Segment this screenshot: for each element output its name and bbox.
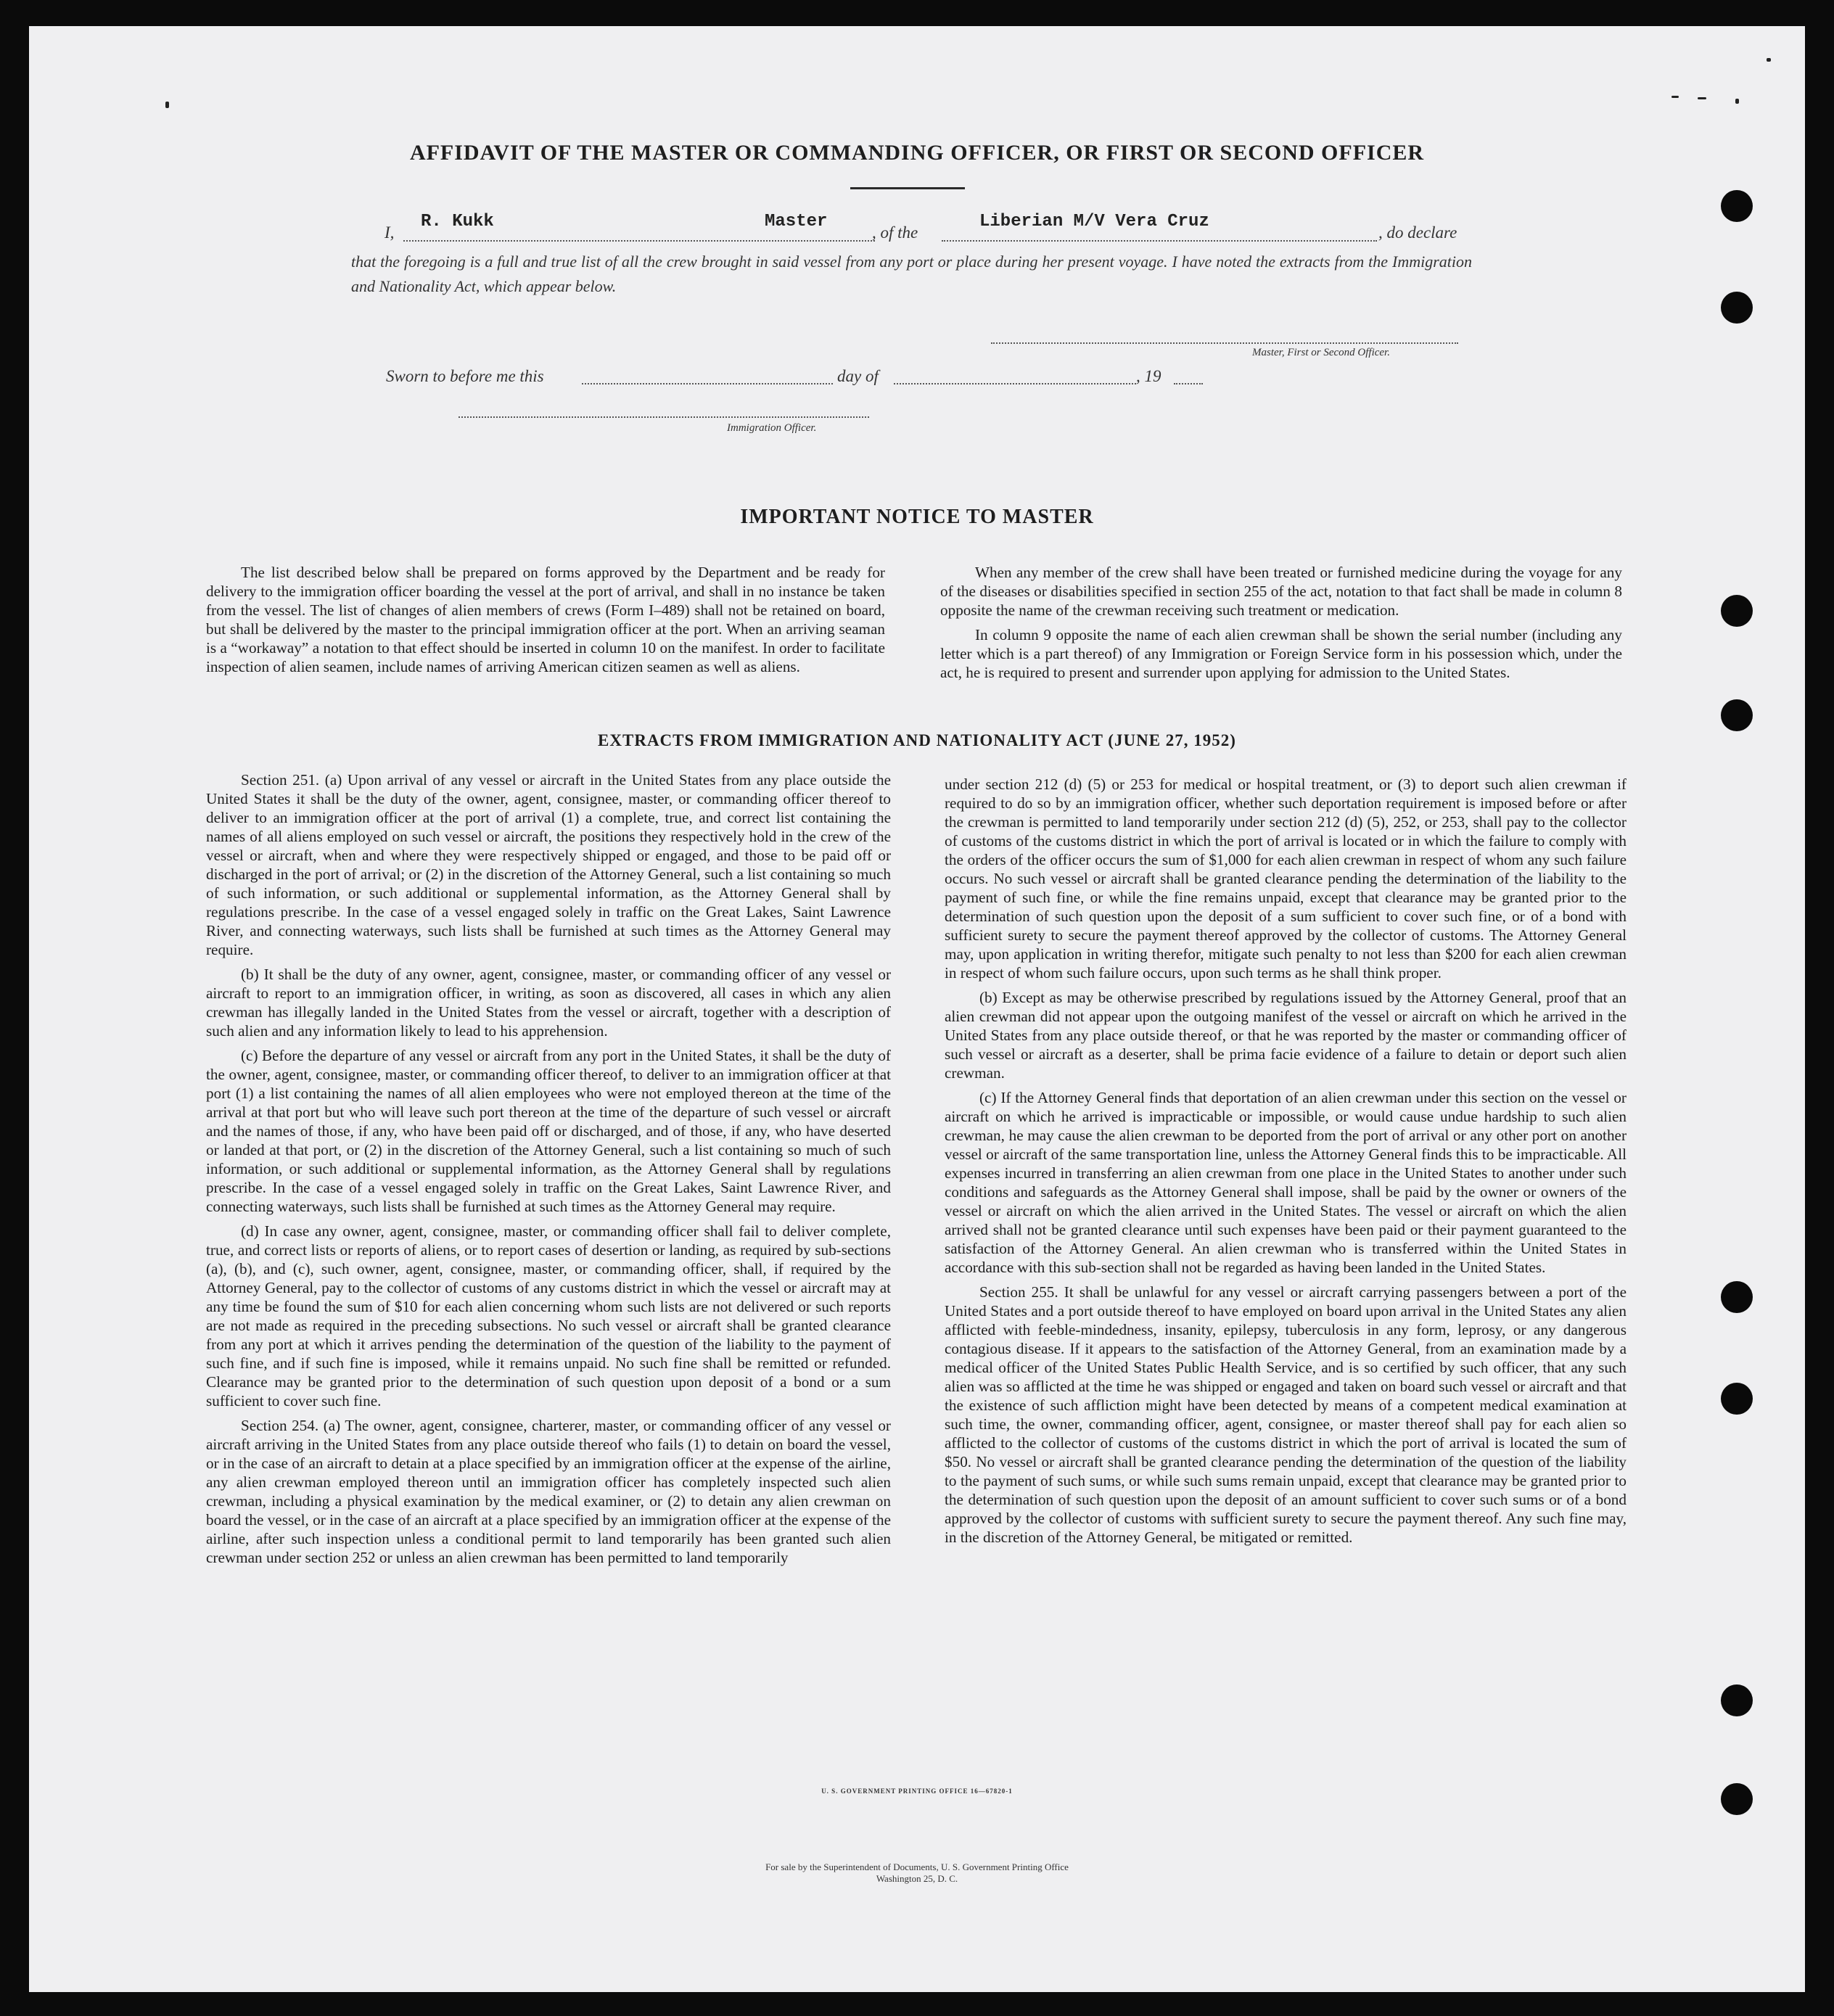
notice-right-paragraph-1: When any member of the crew shall have been treated or furnished medicine during the voyage for any of the diseases or disabilities specified in section 255 of the act, notation to that fact shall be made in column 8 opposite the name of the crewman receiving such treatment or medication. [940,564,1622,619]
officer-caption: Immigration Officer. [727,422,817,434]
scan-speck [1735,99,1739,104]
scan-speck [1671,96,1679,98]
section-251-b: (b) It shall be the duty of any owner, agent, consignee, master, or commanding officer of any vessel or aircraft to report to an immigration officer, in writing, as soon as discovered, all cases in which any alien crewman has illegally landed in the United States from the vessel or aircraft, together with a description of such alien and any information likely to lead to his apprehension. [206,966,891,1040]
master-rank: Master [765,212,828,231]
section-254-a-continued: under section 212 (d) (5) or 253 for medical or hospital treatment, or (3) to deport such alien crewman if required to do so by an immigration officer, whether such deportation requirement is imposed before or after the crewman is permitted to land temporarily under section 212 (d) (5), 252, or 253, shall pay to the collector of customs of the customs district in which the port of arrival is located or in which the failure to comply with the orders of the officer occurs the sum of $1,000 for each alien crewman in respect of whom any such failure occurs. No such vessel or aircraft shall be granted clearance pending the determination of the liability to the payment of such fine, or while the fine remains unpaid, except that clearance may be granted prior to the determination of such question upon the deposit of a sum sufficient to cover such fine, or of a bond with sufficient surety to secure the payment thereof approved by the collector of customs. The Attorney General may, upon application in writing therefor, mitigate such penalty to not less than $200 for each alien crewman in respect of whom such failure occurs, upon such terms as he shall think proper. [945,775,1627,982]
extracts-title: EXTRACTS FROM IMMIGRATION AND NATIONALITY ACT (JUNE 27, 1952) [598,731,1236,749]
punch-hole [1721,1383,1753,1415]
sale-line-1: For sale by the Superintendent of Documents, U. S. Government Printing Office [765,1861,1069,1872]
notice-right-paragraph-2: In column 9 opposite the name of each alien crewman shall be shown the serial number (including any letter which is a part thereof) of any Immigration or Foreign Service form in his possession which, under the act, he is required to present and surrender upon applying for admission to the United States. [940,626,1622,681]
notice-right-column [940,563,1622,688]
extracts-right-column [945,775,1627,1552]
signature-caption: Master, First or Second Officer. [1252,347,1390,358]
extracts-left-column [206,770,891,1573]
punch-hole [1721,1684,1753,1716]
scan-speck [1767,58,1771,62]
declaration-text: that the foregoing is a full and true list of all the crew brought in said vessel from any port or place during her present voyage. I have noted the extracts from the Immigration and Nationality Act, which appear below. [351,252,1472,295]
punch-hole [1721,292,1753,324]
punch-hole [1721,699,1753,731]
name-line [403,240,875,242]
of-the-label: , of the [872,223,918,242]
section-251-c: (c) Before the departure of any vessel or aircraft from any port in the United States, it shall be the duty of the owner, agent, consignee, master, or commanding officer thereof, to deliver to an immigration officer at that port (1) a list containing the names of all alien employees who were not employed thereon at the time of the arrival at that port but who will leave such port thereon at the time of the departure of such vessel or aircraft and the names of those, if any, who have been paid off or discharged, and of those, if any, who have deserted or landed at that port, or (2) in the discretion of the Attorney General, such a list containing so much of such information, or such additional or supplemental information, as the Attorney General shall by regulations prescribe. In the case of a vessel engaged solely in traffic on the Great Lakes, Saint Lawrence River, and connecting waterways, such lists shall be furnished at such times as the Attorney General may require. [206,1047,891,1215]
sworn-label: Sworn to before me this [386,367,544,385]
notice-left-paragraph: The list described below shall be prepared on forms approved by the Department and be ready for delivery to the immigration officer boarding the vessel at the port of arrival, and shall in no instance be taken from the vessel. The list of changes of alien members of crews (Form I–489) shall not be retained on board, but shall be delivered by the master to the principal immigration officer at the port. When an arriving seaman is a “workaway” a notation to that effect should be inserted in column 10 on the manifest. In order to facilitate inspection of alien seamen, include names of arriving American citizen seamen as well as aliens. [206,564,885,675]
section-254-a: Section 254. (a) The owner, agent, consignee, charterer, master, or commanding officer of any vessel or aircraft arriving in the United States from any place outside thereof who fails (1) to detain on board the vessel, or in the case of an aircraft to detain at a place specified by an immigration officer at the expense of the airline, any alien crewman employed thereon until an immigration officer has completely inspected such alien crewman, including a physical examination by the medical examiner, or (2) to detain any alien crewman on board the vessel, or in the case of an aircraft at a place specified by an immigration officer at the expense of the airline, after such inspection unless a conditional permit to land temporarily has been granted such alien crewman under section 252 or unless an alien crewman has been permitted to land temporarily [206,1417,891,1566]
day-of-label: day of [837,367,879,385]
master-name: R. Kukk [421,212,494,231]
punch-hole [1721,1281,1753,1313]
scan-speck [165,102,169,108]
notice-title: IMPORTANT NOTICE TO MASTER [740,506,1094,528]
section-254-c: (c) If the Attorney General finds that deportation of an alien crewman under this section on the vessel or aircraft on which he arrived is impracticable or impossible, or would cause undue hardship to such alien crewman, he may cause the alien crewman to be deported from the port of arrival or any other port on another vessel or aircraft of the same transportation line, unless the Attorney General finds this to be impracticable. All expenses incurred in transferring an alien crewman from one place in the United States to another under such conditions and safeguards as the Attorney General shall impose, shall be paid by the owner or owners of the vessel or aircraft on which the alien arrived in the United States. The vessel or aircraft on which the alien arrived shall not be granted clearance until such expenses have been paid or their payment guaranteed to the satisfaction of the Attorney General. An alien crewman who is transferred within the United States in accordance with this sub-section shall not be regarded as having been landed in the United States. [945,1089,1627,1276]
punch-hole [1721,595,1753,627]
vessel-name: Liberian M/V Vera Cruz [979,212,1209,231]
title-rule [850,187,965,189]
section-255: Section 255. It shall be unlawful for any vessel or aircraft carrying passengers between a port of the United States and a port outside thereof to have employed on board upon arrival in the United States any alien afflicted with feeble-mindedness, insanity, epilepsy, tuberculosis in any form, leprosy, or any dangerous contagious disease. If it appears to the satisfaction of the Attorney General, from an examination made by a medical officer of the United States Public Health Service, and is so certified by such officer, that any such alien was so afflicted at the time he was shipped or engaged and taken on board such vessel or aircraft and that the existence of such affliction might have been detected by means of a competent medical examination at such time, the owner, commanding officer, agent, consignee, or master thereof shall pay for each alien so afflicted to the collector of customs of the customs district in which the port of arrival is located the sum of $50. No vessel or aircraft shall be granted clearance pending the determination of the question of the liability to the payment of such sums, or while such sums remain unpaid, except that clearance may be granted prior to the determination of such question upon the deposit of an amount sufficient to cover such sums or of a bond approved by the collector of customs with sufficient surety to secure the payment thereof. Any such fine may, in the discretion of the Attorney General, be mitigated or remitted. [945,1283,1627,1546]
sale-line-2: Washington 25, D. C. [876,1873,958,1884]
gpo-imprint: U. S. GOVERNMENT PRINTING OFFICE 16—67820-1 [821,1787,1013,1795]
notice-left-column [206,563,885,682]
year-label: , 19 [1136,367,1161,385]
punch-hole [1721,190,1753,222]
sworn-day-line [582,383,833,384]
signature-line [991,342,1458,344]
section-251-d: (d) In case any owner, agent, consignee, master, or commanding officer shall fail to deliver complete, true, and correct lists or reports of aliens, or to report cases of desertion or landing, as required by sub-sections (a), (b), and (c), such owner, agent, consignee, master, or commanding officer, shall, if required by the Attorney General, pay to the collector of customs of any customs district in which the vessel or aircraft may at any time be found the sum of $10 for each alien concerning whom such lists are not delivered or such reports are not made as required in the preceding subsections. No such vessel or aircraft shall be granted clearance from any port at which it arrives pending the determination of the question of the liability to the payment of such fine, and if such fine is imposed, while it remains unpaid. No such fine shall be remitted or refunded. Clearance may be granted prior to the determination of such question upon deposit of a bond or a sum sufficient to cover such fine. [206,1222,891,1410]
section-254-b: (b) Except as may be otherwise prescribed by regulations issued by the Attorney General, proof that an alien crewman did not appear upon the outgoing manifest of the vessel or aircraft on which he arrived in the United States from any place outside thereof, or that he was reported by the master or commanding officer of such vessel or aircraft as a deserter, shall be prima facie evidence of a failure to detain or deport such alien crewman. [945,989,1627,1082]
i-label: I, [385,223,395,242]
scan-speck [1698,97,1706,99]
sworn-month-line [894,383,1136,384]
sworn-year-line [1174,383,1203,384]
officer-signature-line [458,416,869,418]
sale-notice [0,1861,1834,1885]
vessel-line [942,240,1377,242]
affidavit-title: AFFIDAVIT OF THE MASTER OR COMMANDING OFFICER, OR FIRST OR SECOND OFFICER [409,141,1425,165]
section-251-a: Section 251. (a) Upon arrival of any vessel or aircraft in the United States from any place outside the United States it shall be the duty of the owner, agent, consignee, master, or commanding officer thereof to deliver to an immigration officer at the port of arrival (1) a complete, true, and correct list containing the names of all aliens employed on such vessel or aircraft, the positions they respectively hold in the crew of the vessel or aircraft, when and where they were respectively shipped or engaged, and those to be paid off or discharged in the port of arrival; or (2) in the discretion of the Attorney General, such a list containing so much of such information, or such additional or supplemental information, as the Attorney General shall by regulations prescribe. In the case of a vessel engaged solely in traffic on the Great Lakes, Saint Lawrence River, and connecting waterways, such lists shall be furnished at such times as the Attorney General may require. [206,771,891,958]
do-declare-label: , do declare [1378,223,1457,242]
